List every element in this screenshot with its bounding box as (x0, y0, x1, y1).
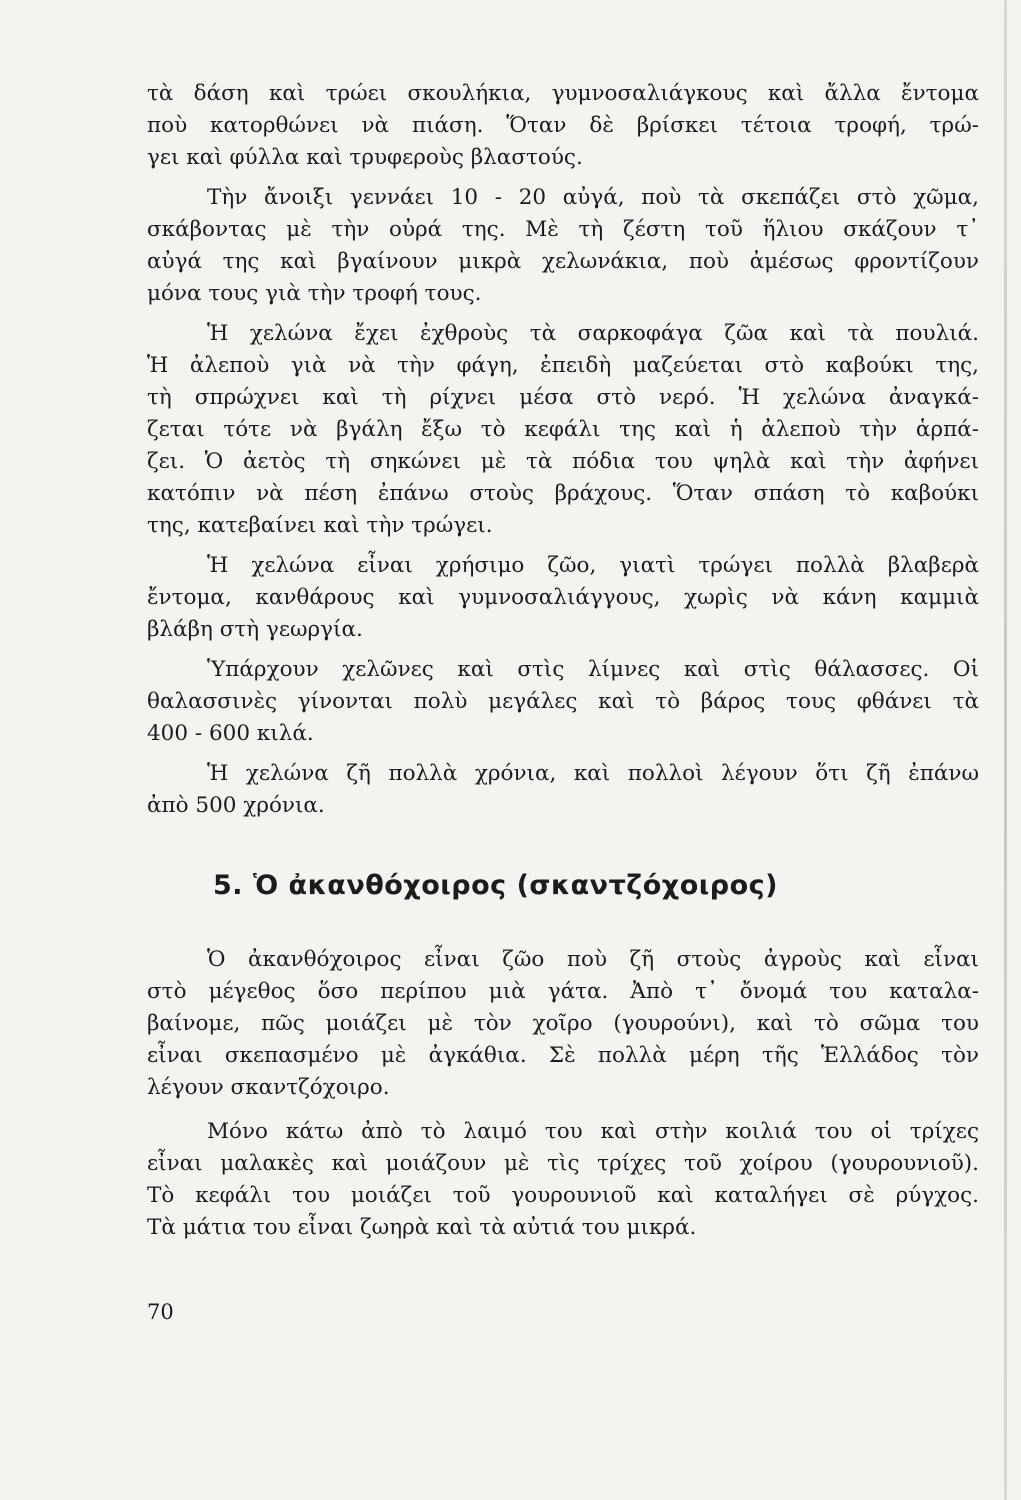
paragraph (147, 944, 979, 1104)
paragraph (147, 758, 979, 822)
text-line: Ἡ χελώνα ἔχει ἐχθροὺς τὰ σαρκοφάγα ζῶα καὶ τὰ πουλιά. (207, 321, 979, 346)
text-line: ζεται τότε νὰ βγάλη ἔξω τὸ κεφάλι της καὶ ἡ ἀλεποὺ τὴν ἁρπά- (147, 417, 979, 442)
text-line: γει καὶ φύλλα καὶ τρυφεροὺς βλαστούς. (147, 145, 583, 170)
text-line: θαλασσινὲς γίνονται πολὺ μεγάλες καὶ τὸ βάρος τους φθάνει τὰ (147, 689, 979, 714)
text-line: κατόπιν νὰ πέση ἐπάνω στοὺς βράχους. Ὅταν σπάση τὸ καβούκι (147, 481, 979, 506)
text-line: βαίνομε, πῶς μοιάζει μὲ τὸν χοῖρο (γουρούνι), καὶ τὸ σῶμα του (147, 1011, 979, 1036)
text-line: βλάβη στὴ γεωργία. (147, 617, 363, 642)
text-line: Τὴν ἄνοιξι γεννάει 10 - 20 αὐγά, ποὺ τὰ σκεπάζει στὸ χῶμα, (207, 185, 979, 210)
text-line: ἀπὸ 500 χρόνια. (147, 793, 325, 818)
text-line: Τὸ κεφάλι του μοιάζει τοῦ γουρουνιοῦ καὶ καταλήγει σὲ ρύγχος. (147, 1183, 979, 1208)
section-heading: 5. Ὁ ἀκανθόχοιρος (σκαντζόχοιρος) (213, 870, 779, 901)
text-line: Ἡ χελώνα εἶναι χρήσιμο ζῶο, γιατὶ τρώγει πολλὰ βλαβερὰ (207, 553, 979, 578)
text-line: τὰ δάση καὶ τρώει σκουλήκια, γυμνοσαλιάγκους καὶ ἄλλα ἔντομα (147, 81, 979, 106)
text-line: Ὁ ἀκανθόχοιρος εἶναι ζῶο ποὺ ζῆ στοὺς ἀγροὺς καὶ εἶναι (207, 947, 979, 972)
paragraph (147, 1116, 979, 1244)
text-line: Ὑπάρχουν χελῶνες καὶ στὶς λίμνες καὶ στὶς θάλασσες. Οἱ (207, 657, 979, 682)
text-line: ποὺ κατορθώνει νὰ πιάση. Ὅταν δὲ βρίσκει τέτοια τροφή, τρώ- (147, 113, 979, 138)
text-line: αὐγά της καὶ βγαίνουν μικρὰ χελωνάκια, ποὺ ἀμέσως φροντίζουν (147, 249, 979, 274)
text-line: 400 - 600 κιλά. (147, 721, 314, 746)
text-line: Τὰ μάτια του εἶναι ζωηρὰ καὶ τὰ αὐτιά του μικρά. (147, 1215, 697, 1240)
paragraph (147, 550, 979, 646)
book-page (147, 78, 979, 1256)
text-line: ζει. Ὁ ἀετὸς τὴ σηκώνει μὲ τὰ πόδια του ψηλὰ καὶ τὴν ἀφήνει (147, 449, 979, 474)
text-line: ἔντομα, κανθάρους καὶ γυμνοσαλιάγγους, χωρὶς νὰ κάνη καμμιὰ (147, 585, 979, 610)
text-line: της, κατεβαίνει καὶ τὴν τρώγει. (147, 513, 493, 538)
text-line: στὸ μέγεθος ὅσο περίπου μιὰ γάτα. Ἀπὸ τ᾽ ὄνομά του καταλα- (147, 979, 979, 1004)
text-line: Ἡ χελώνα ζῆ πολλὰ χρόνια, καὶ πολλοὶ λέγουν ὅτι ζῆ ἐπάνω (207, 761, 979, 786)
text-line: μόνα τους γιὰ τὴν τροφή τους. (147, 281, 482, 306)
text-line: εἶναι μαλακὲς καὶ μοιάζουν μὲ τὶς τρίχες τοῦ χοίρου (γουρουνιοῦ). (147, 1151, 979, 1176)
paragraph (147, 318, 979, 542)
paragraph (147, 182, 979, 310)
page-number: 70 (147, 1300, 174, 1324)
text-line: εἶναι σκεπασμένο μὲ ἀγκάθια. Σὲ πολλὰ μέρη τῆς Ἑλλάδος τὸν (147, 1043, 979, 1068)
paragraph (147, 78, 979, 174)
text-line: Μόνο κάτω ἀπὸ τὸ λαιμό του καὶ στὴν κοιλιά του οἱ τρίχες (207, 1119, 979, 1144)
text-line: Ἡ ἀλεποὺ γιὰ νὰ τὴν φάγη, ἐπειδὴ μαζεύεται στὸ καβούκι της, (147, 353, 979, 378)
paragraph (147, 654, 979, 750)
scan-page-edge (1004, 0, 1007, 1500)
text-line: λέγουν σκαντζόχοιρο. (147, 1075, 390, 1100)
text-line: σκάβοντας μὲ τὴν οὐρά της. Μὲ τὴ ζέστη τοῦ ἥλιου σκάζουν τ᾽ (147, 217, 979, 242)
text-line: τὴ σπρώχνει καὶ τὴ ρίχνει μέσα στὸ νερό. Ἡ χελώνα ἀναγκά- (147, 385, 979, 410)
